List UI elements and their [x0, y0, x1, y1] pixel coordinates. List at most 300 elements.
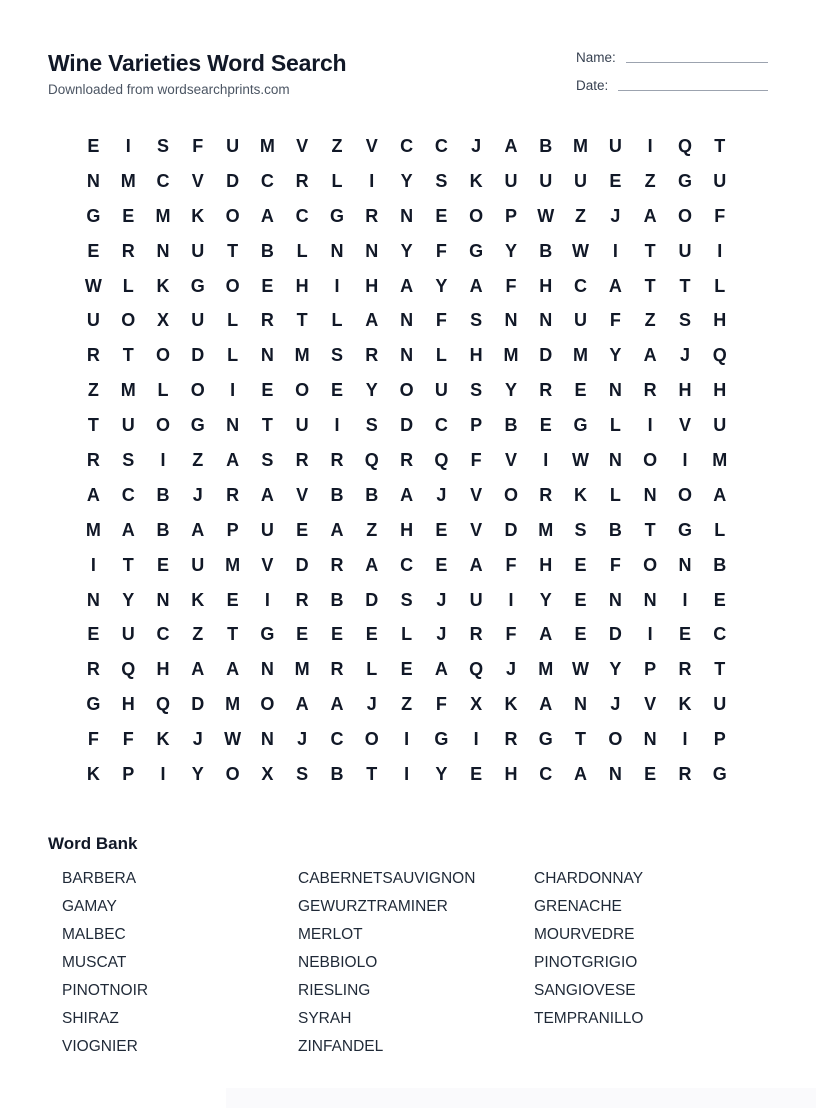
word-bank-title: Word Bank — [48, 834, 138, 853]
grid-letter: I — [90, 554, 96, 575]
grid-letter: Y — [400, 170, 413, 191]
grid-letter: A — [400, 275, 414, 296]
grid-letter: Q — [434, 449, 449, 470]
grid-letter: M — [294, 659, 310, 680]
word-bank-item: TEMPRANILLO — [534, 1010, 644, 1027]
grid-letter: H — [156, 659, 170, 680]
word-bank-item: GEWURZTRAMINER — [298, 898, 448, 915]
grid-letter: A — [260, 205, 274, 226]
grid-letter: F — [714, 205, 726, 226]
grid-letter: H — [539, 554, 553, 575]
grid-letter: E — [87, 135, 100, 156]
grid-letter: J — [471, 135, 482, 156]
grid-letter: M — [85, 519, 101, 540]
grid-letter: K — [504, 694, 518, 715]
grid-letter: B — [330, 484, 344, 505]
word-bank-item: CHARDONNAY — [534, 870, 644, 887]
grid-letter: I — [508, 589, 514, 610]
grid-letter: M — [503, 345, 519, 366]
grid-letter: M — [294, 345, 310, 366]
word-bank-item: MUSCAT — [62, 954, 127, 971]
grid-letter: O — [190, 380, 205, 401]
grid-letter: J — [505, 659, 516, 680]
grid-letter: C — [400, 135, 414, 156]
grid-letter: B — [608, 519, 622, 540]
page-subtitle: Downloaded from wordsearchprints.com — [48, 82, 290, 97]
grid-letter: F — [435, 240, 447, 261]
word-bank-item: MOURVEDRE — [534, 926, 635, 943]
grid-letter: R — [643, 380, 657, 401]
grid-letter: Q — [155, 694, 170, 715]
grid-letter: I — [230, 380, 236, 401]
grid-letter: T — [575, 729, 587, 750]
grid-letter: E — [470, 763, 483, 784]
grid-letter: N — [86, 589, 100, 610]
grid-letter: F — [435, 310, 447, 331]
grid-letter: U — [191, 310, 205, 331]
grid-letter: O — [399, 380, 414, 401]
word-bank-item: PINOTNOIR — [62, 982, 149, 999]
word-bank-item: BARBERA — [62, 870, 137, 887]
grid-letter: U — [86, 310, 100, 331]
grid-letter: M — [538, 659, 554, 680]
grid-letter: E — [330, 624, 343, 645]
grid-letter: C — [434, 415, 448, 436]
grid-letter: W — [572, 240, 590, 261]
grid-letter: S — [122, 449, 135, 470]
grid-letter: Y — [435, 763, 448, 784]
grid-letter: N — [156, 589, 170, 610]
grid-letter: N — [574, 694, 588, 715]
grid-letter: T — [227, 624, 239, 645]
grid-letter: A — [295, 694, 309, 715]
grid-letter: R — [86, 345, 100, 366]
grid-letter: S — [365, 415, 378, 436]
grid-letter: C — [434, 135, 448, 156]
grid-letter: I — [647, 415, 653, 436]
grid-letter: W — [572, 449, 590, 470]
grid-letter: U — [121, 624, 135, 645]
grid-letter: M — [225, 694, 241, 715]
grid-letter: H — [469, 345, 483, 366]
grid-letter: A — [469, 275, 483, 296]
date-label: Date: — [576, 78, 609, 93]
grid-letter: D — [295, 554, 309, 575]
grid-letter: U — [504, 170, 518, 191]
grid-letter: M — [712, 449, 728, 470]
grid-letter: U — [574, 310, 588, 331]
grid-letter: U — [574, 170, 588, 191]
grid-letter: Z — [644, 310, 656, 331]
grid-letter: N — [608, 589, 622, 610]
grid-letter: L — [296, 240, 308, 261]
grid-letter: R — [295, 170, 309, 191]
grid-letter: H — [400, 519, 414, 540]
grid-letter: W — [572, 659, 590, 680]
date-field[interactable] — [576, 78, 608, 93]
grid-letter: Q — [469, 659, 484, 680]
grid-letter: E — [435, 519, 448, 540]
grid-letter: I — [125, 135, 131, 156]
grid-letter: T — [366, 763, 378, 784]
word-bank-item: ZINFANDEL — [298, 1038, 384, 1055]
grid-letter: W — [537, 205, 555, 226]
grid-letter: A — [608, 275, 622, 296]
grid-letter: T — [714, 135, 726, 156]
grid-letter: I — [717, 240, 723, 261]
grid-letter: G — [86, 205, 101, 226]
grid-letter: X — [156, 310, 169, 331]
grid-letter: E — [609, 170, 622, 191]
grid-letter: G — [469, 240, 484, 261]
grid-letter: H — [678, 380, 692, 401]
grid-letter: B — [156, 519, 170, 540]
grid-letter: U — [295, 415, 309, 436]
grid-letter: Z — [87, 380, 99, 401]
grid-letter: A — [539, 694, 553, 715]
grid-letter: T — [122, 345, 134, 366]
grid-letter: G — [677, 170, 692, 191]
grid-letter: R — [121, 240, 135, 261]
grid-letter: F — [192, 135, 204, 156]
grid-letter: O — [364, 729, 379, 750]
grid-letter: S — [156, 135, 169, 156]
grid-letter: Y — [191, 763, 204, 784]
grid-letter: F — [505, 275, 517, 296]
grid-letter: A — [121, 519, 135, 540]
grid-letter: Y — [539, 589, 552, 610]
grid-letter: D — [400, 415, 414, 436]
grid-letter: F — [505, 554, 517, 575]
grid-letter: C — [156, 624, 170, 645]
grid-letter: W — [224, 729, 242, 750]
grid-letter: L — [609, 415, 621, 436]
grid-letter: E — [226, 589, 239, 610]
grid-letter: B — [365, 484, 379, 505]
grid-letter: I — [160, 449, 166, 470]
grid-letter: T — [122, 554, 134, 575]
grid-letter: X — [470, 694, 483, 715]
grid-letter: B — [504, 415, 518, 436]
word-bank-item: MALBEC — [62, 926, 126, 943]
grid-letter: R — [678, 763, 692, 784]
grid-letter: Q — [121, 659, 136, 680]
grid-letter: Y — [504, 380, 517, 401]
grid-letter: L — [157, 380, 169, 401]
grid-letter: H — [295, 275, 309, 296]
grid-letter: R — [226, 484, 240, 505]
grid-letter: S — [470, 380, 483, 401]
letter-grid — [76, 129, 737, 792]
grid-letter: J — [192, 484, 203, 505]
grid-letter: L — [331, 170, 343, 191]
grid-letter: O — [643, 554, 658, 575]
grid-letter: T — [644, 240, 656, 261]
grid-letter: A — [330, 519, 344, 540]
grid-letter: S — [400, 589, 413, 610]
grid-letter: L — [227, 345, 239, 366]
grid-letter: R — [86, 659, 100, 680]
grid-letter: V — [470, 519, 483, 540]
grid-letter: H — [713, 380, 727, 401]
grid-letter: C — [574, 275, 588, 296]
grid-letter: Z — [401, 694, 413, 715]
grid-letter: N — [608, 380, 622, 401]
grid-letter: I — [682, 589, 688, 610]
grid-letter: R — [539, 380, 553, 401]
word-bank-item: RIESLING — [298, 982, 371, 999]
grid-letter: N — [643, 484, 657, 505]
grid-letter: E — [122, 205, 135, 226]
grid-letter: M — [538, 519, 554, 540]
grid-letter: C — [295, 205, 309, 226]
grid-letter: R — [86, 449, 100, 470]
grid-letter: Z — [644, 170, 656, 191]
grid-letter: E — [435, 554, 448, 575]
grid-letter: Q — [712, 345, 727, 366]
grid-letter: D — [608, 624, 622, 645]
grid-letter: O — [295, 380, 310, 401]
grid-letter: D — [191, 345, 205, 366]
grid-letter: T — [296, 310, 308, 331]
grid-letter: Y — [122, 589, 135, 610]
grid-letter: U — [678, 240, 692, 261]
grid-letter: K — [156, 729, 170, 750]
grid-letter: K — [191, 205, 205, 226]
word-bank-item: SANGIOVESE — [534, 982, 636, 999]
grid-letter: N — [365, 240, 379, 261]
word-bank-item: GAMAY — [62, 898, 117, 915]
grid-letter: E — [261, 380, 274, 401]
grid-letter: S — [261, 449, 274, 470]
grid-letter: V — [191, 170, 204, 191]
grid-letter: N — [608, 763, 622, 784]
grid-letter: T — [261, 415, 273, 436]
grid-letter: M — [259, 135, 275, 156]
grid-letter: O — [677, 205, 692, 226]
grid-letter: O — [155, 415, 170, 436]
grid-letter: C — [539, 763, 553, 784]
grid-letter: K — [469, 170, 483, 191]
grid-letter: H — [539, 275, 553, 296]
grid-letter: C — [260, 170, 274, 191]
grid-letter: K — [156, 275, 170, 296]
grid-letter: B — [156, 484, 170, 505]
grid-letter: M — [120, 170, 136, 191]
grid-letter: I — [160, 763, 166, 784]
grid-letter: J — [436, 589, 447, 610]
grid-letter: V — [644, 694, 657, 715]
grid-letter: J — [679, 345, 690, 366]
grid-letter: P — [504, 205, 517, 226]
grid-letter: V — [261, 554, 274, 575]
grid-letter: L — [714, 275, 726, 296]
name-field[interactable] — [576, 50, 616, 65]
grid-letter: G — [190, 415, 205, 436]
grid-letter: L — [609, 484, 621, 505]
word-bank-item: GRENACHE — [534, 898, 622, 915]
grid-letter: C — [156, 170, 170, 191]
name-underline — [626, 62, 768, 63]
grid-letter: A — [504, 135, 518, 156]
grid-letter: A — [469, 554, 483, 575]
grid-letter: G — [677, 519, 692, 540]
grid-letter: T — [87, 415, 99, 436]
grid-letter: J — [436, 484, 447, 505]
grid-letter: S — [435, 170, 448, 191]
grid-letter: I — [264, 589, 270, 610]
grid-letter: B — [330, 763, 344, 784]
grid-letter: P — [226, 519, 239, 540]
grid-letter: R — [295, 449, 309, 470]
grid-letter: U — [226, 135, 240, 156]
grid-letter: A — [643, 345, 657, 366]
grid-letter: K — [678, 694, 692, 715]
grid-letter: F — [609, 310, 621, 331]
grid-letter: M — [120, 380, 136, 401]
grid-letter: I — [473, 729, 479, 750]
grid-letter: U — [713, 694, 727, 715]
grid-letter: V — [296, 484, 309, 505]
grid-letter: M — [155, 205, 171, 226]
grid-letter: E — [296, 624, 309, 645]
grid-letter: F — [435, 694, 447, 715]
grid-letter: D — [191, 694, 205, 715]
grid-letter: I — [404, 763, 410, 784]
word-bank-item: CABERNETSAUVIGNON — [298, 870, 476, 887]
word-bank-item: PINOTGRIGIO — [534, 954, 638, 971]
grid-letter: E — [296, 519, 309, 540]
grid-letter: J — [610, 205, 621, 226]
grid-letter: M — [225, 554, 241, 575]
grid-letter: N — [504, 310, 518, 331]
grid-letter: A — [226, 449, 240, 470]
grid-letter: A — [539, 624, 553, 645]
grid-letter: L — [714, 519, 726, 540]
grid-letter: I — [682, 729, 688, 750]
grid-letter: I — [647, 135, 653, 156]
grid-letter: A — [434, 659, 448, 680]
grid-letter: S — [296, 763, 309, 784]
grid-letter: U — [121, 415, 135, 436]
grid-letter: R — [365, 345, 379, 366]
grid-letter: O — [503, 484, 518, 505]
grid-letter: N — [643, 589, 657, 610]
grid-letter: A — [643, 205, 657, 226]
grid-letter: J — [366, 694, 377, 715]
grid-letter: E — [713, 589, 726, 610]
grid-letter: F — [505, 624, 517, 645]
grid-letter: A — [260, 484, 274, 505]
word-bank-item: SHIRAZ — [62, 1010, 119, 1027]
grid-letter: R — [504, 729, 518, 750]
grid-letter: U — [260, 519, 274, 540]
grid-letter: P — [713, 729, 726, 750]
grid-letter: U — [191, 554, 205, 575]
grid-letter: B — [260, 240, 274, 261]
grid-letter: A — [713, 484, 727, 505]
grid-letter: P — [470, 415, 483, 436]
grid-letter: N — [260, 345, 274, 366]
grid-letter: I — [647, 624, 653, 645]
grid-letter: G — [190, 275, 205, 296]
grid-letter: O — [225, 275, 240, 296]
grid-letter: G — [260, 624, 275, 645]
grid-letter: E — [365, 624, 378, 645]
grid-letter: Y — [365, 380, 378, 401]
grid-letter: T — [227, 240, 239, 261]
grid-letter: V — [365, 135, 378, 156]
grid-letter: D — [365, 589, 379, 610]
grid-letter: V — [296, 135, 309, 156]
grid-letter: I — [612, 240, 618, 261]
grid-letter: J — [610, 694, 621, 715]
grid-letter: E — [156, 554, 169, 575]
grid-letter: Y — [609, 345, 622, 366]
grid-letter: N — [539, 310, 553, 331]
grid-letter: O — [469, 205, 484, 226]
grid-letter: C — [400, 554, 414, 575]
grid-letter: Z — [192, 624, 204, 645]
grid-letter: G — [538, 729, 553, 750]
grid-letter: A — [226, 659, 240, 680]
grid-letter: Z — [331, 135, 343, 156]
grid-letter: I — [334, 415, 340, 436]
grid-letter: U — [713, 415, 727, 436]
grid-letter: K — [191, 589, 205, 610]
grid-letter: O — [260, 694, 275, 715]
grid-letter: T — [644, 275, 656, 296]
grid-letter: K — [574, 484, 588, 505]
grid-letter: F — [87, 729, 99, 750]
grid-letter: S — [330, 345, 343, 366]
grid-letter: K — [86, 763, 100, 784]
grid-letter: N — [156, 240, 170, 261]
grid-letter: R — [330, 449, 344, 470]
grid-letter: L — [366, 659, 378, 680]
grid-letter: Y — [435, 275, 448, 296]
page-title: Wine Varieties Word Search — [48, 50, 347, 76]
grid-letter: N — [330, 240, 344, 261]
grid-letter: D — [504, 519, 518, 540]
grid-letter: I — [682, 449, 688, 470]
grid-letter: F — [609, 554, 621, 575]
grid-letter: T — [714, 659, 726, 680]
grid-letter: R — [295, 589, 309, 610]
grid-letter: O — [677, 484, 692, 505]
grid-letter: N — [643, 729, 657, 750]
grid-letter: I — [543, 449, 549, 470]
grid-letter: R — [365, 205, 379, 226]
grid-letter: Z — [192, 449, 204, 470]
grid-letter: P — [644, 659, 657, 680]
grid-letter: Y — [400, 240, 413, 261]
name-label: Name: — [576, 50, 616, 65]
grid-letter: H — [365, 275, 379, 296]
grid-letter: U — [191, 240, 205, 261]
grid-letter: J — [436, 624, 447, 645]
grid-letter: E — [574, 554, 587, 575]
grid-letter: A — [86, 484, 100, 505]
grid-letter: U — [713, 170, 727, 191]
grid-letter: C — [121, 484, 135, 505]
grid-letter: V — [470, 484, 483, 505]
grid-letter: J — [297, 729, 308, 750]
word-bank-item: SYRAH — [298, 1010, 352, 1027]
grid-letter: E — [400, 659, 413, 680]
grid-letter: O — [121, 310, 136, 331]
grid-letter: N — [226, 415, 240, 436]
